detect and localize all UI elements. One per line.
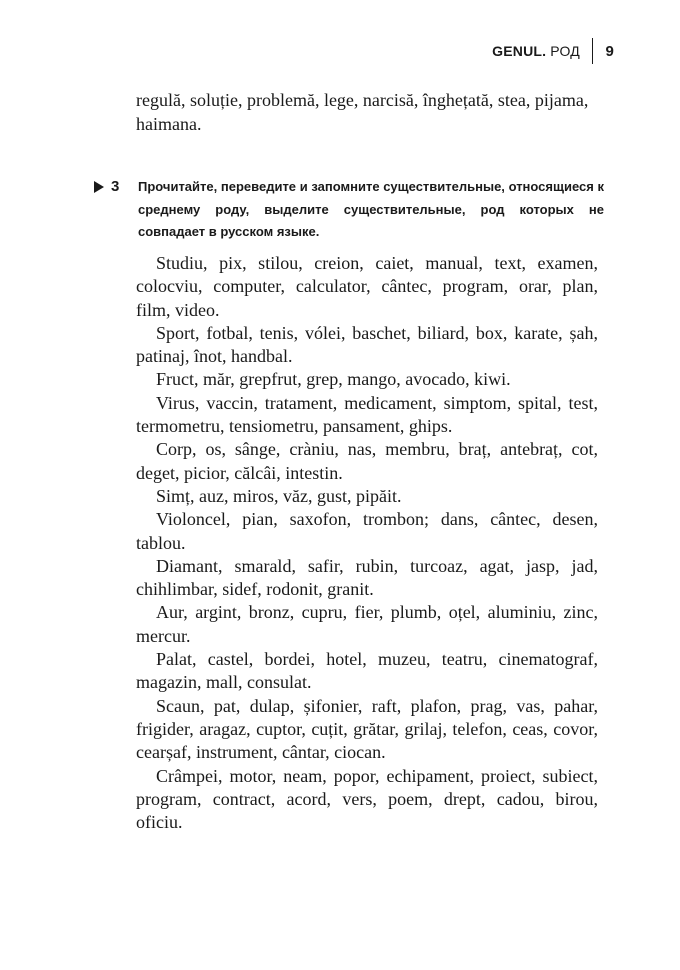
page-number: 9 (605, 42, 614, 60)
word-group: Scaun, pat, dulap, șifonier, raft, plafon, prag, vas, pahar, frigider, aragaz, cuptor, cuțit, grătar, grilaj, telefon, ceas, covor, cearșaf, instrument, cântar, ciocan. (136, 695, 598, 763)
word-group: Simț, auz, miros, văz, gust, pipăit. (156, 485, 402, 506)
running-head-divider (592, 38, 594, 64)
word-group: Corp, os, sânge, cràniu, nas, membru, braț, antebraț, cot, deget, picior, călcâi, intestin. (136, 439, 598, 483)
exercise-instruction: Прочитайте, переведите и запомните существительные, относящиеся к среднему роду, выделите существительные, род которых не совпадает в русском языке. (138, 179, 604, 239)
word-group: Studiu, pix, stilou, creion, caiet, manual, text, examen, colocviu, computer, calculator, cântec, program, orar, plan, film, video. (136, 253, 598, 320)
running-head (492, 38, 614, 64)
running-head-section-ru: РОД (550, 43, 580, 59)
word-group: Palat, castel, bordei, hotel, muzeu, teatru, cinematograf, magazin, mall, consulat. (136, 649, 598, 693)
exercise-marker (94, 176, 119, 199)
play-triangle-icon (94, 181, 104, 193)
word-group: Diamant, smarald, safir, rubin, turcoaz, agat, jasp, jad, chihlimbar, sidef, rodonit, granit. (136, 555, 598, 600)
exercise-number: 3 (111, 178, 120, 195)
exercise-heading (94, 176, 604, 244)
word-group: Crâmpei, motor, neam, popor, echipament, proiect, subiect, program, contract, acord, vers, poem, drept, cadou, birou, oficiu. (136, 765, 598, 833)
word-group: Aur, argint, bronz, cupru, fier, plumb, oțel, aluminiu, zinc, mercur. (136, 602, 598, 646)
word-group: Violoncel, pian, saxofon, trombon; dans, cântec, desen, tablou. (136, 509, 598, 553)
word-list (136, 252, 598, 834)
word-group: Fruct, măr, grepfrut, grep, mango, avocado, kiwi. (156, 369, 511, 390)
running-head-section-ro: GENUL. (492, 43, 547, 59)
word-group: Virus, vaccin, tratament, medicament, simptom, spital, test, termometru, tensiometru, pansament, ghips. (136, 392, 598, 437)
word-group: Sport, fotbal, tenis, vólei, baschet, biliard, box, karate, șah, patinaj, înot, handbal. (136, 322, 598, 367)
continued-paragraph: regulă, soluție, problemă, lege, narcisă, înghețată, stea, pijama, haimana. (136, 90, 589, 134)
